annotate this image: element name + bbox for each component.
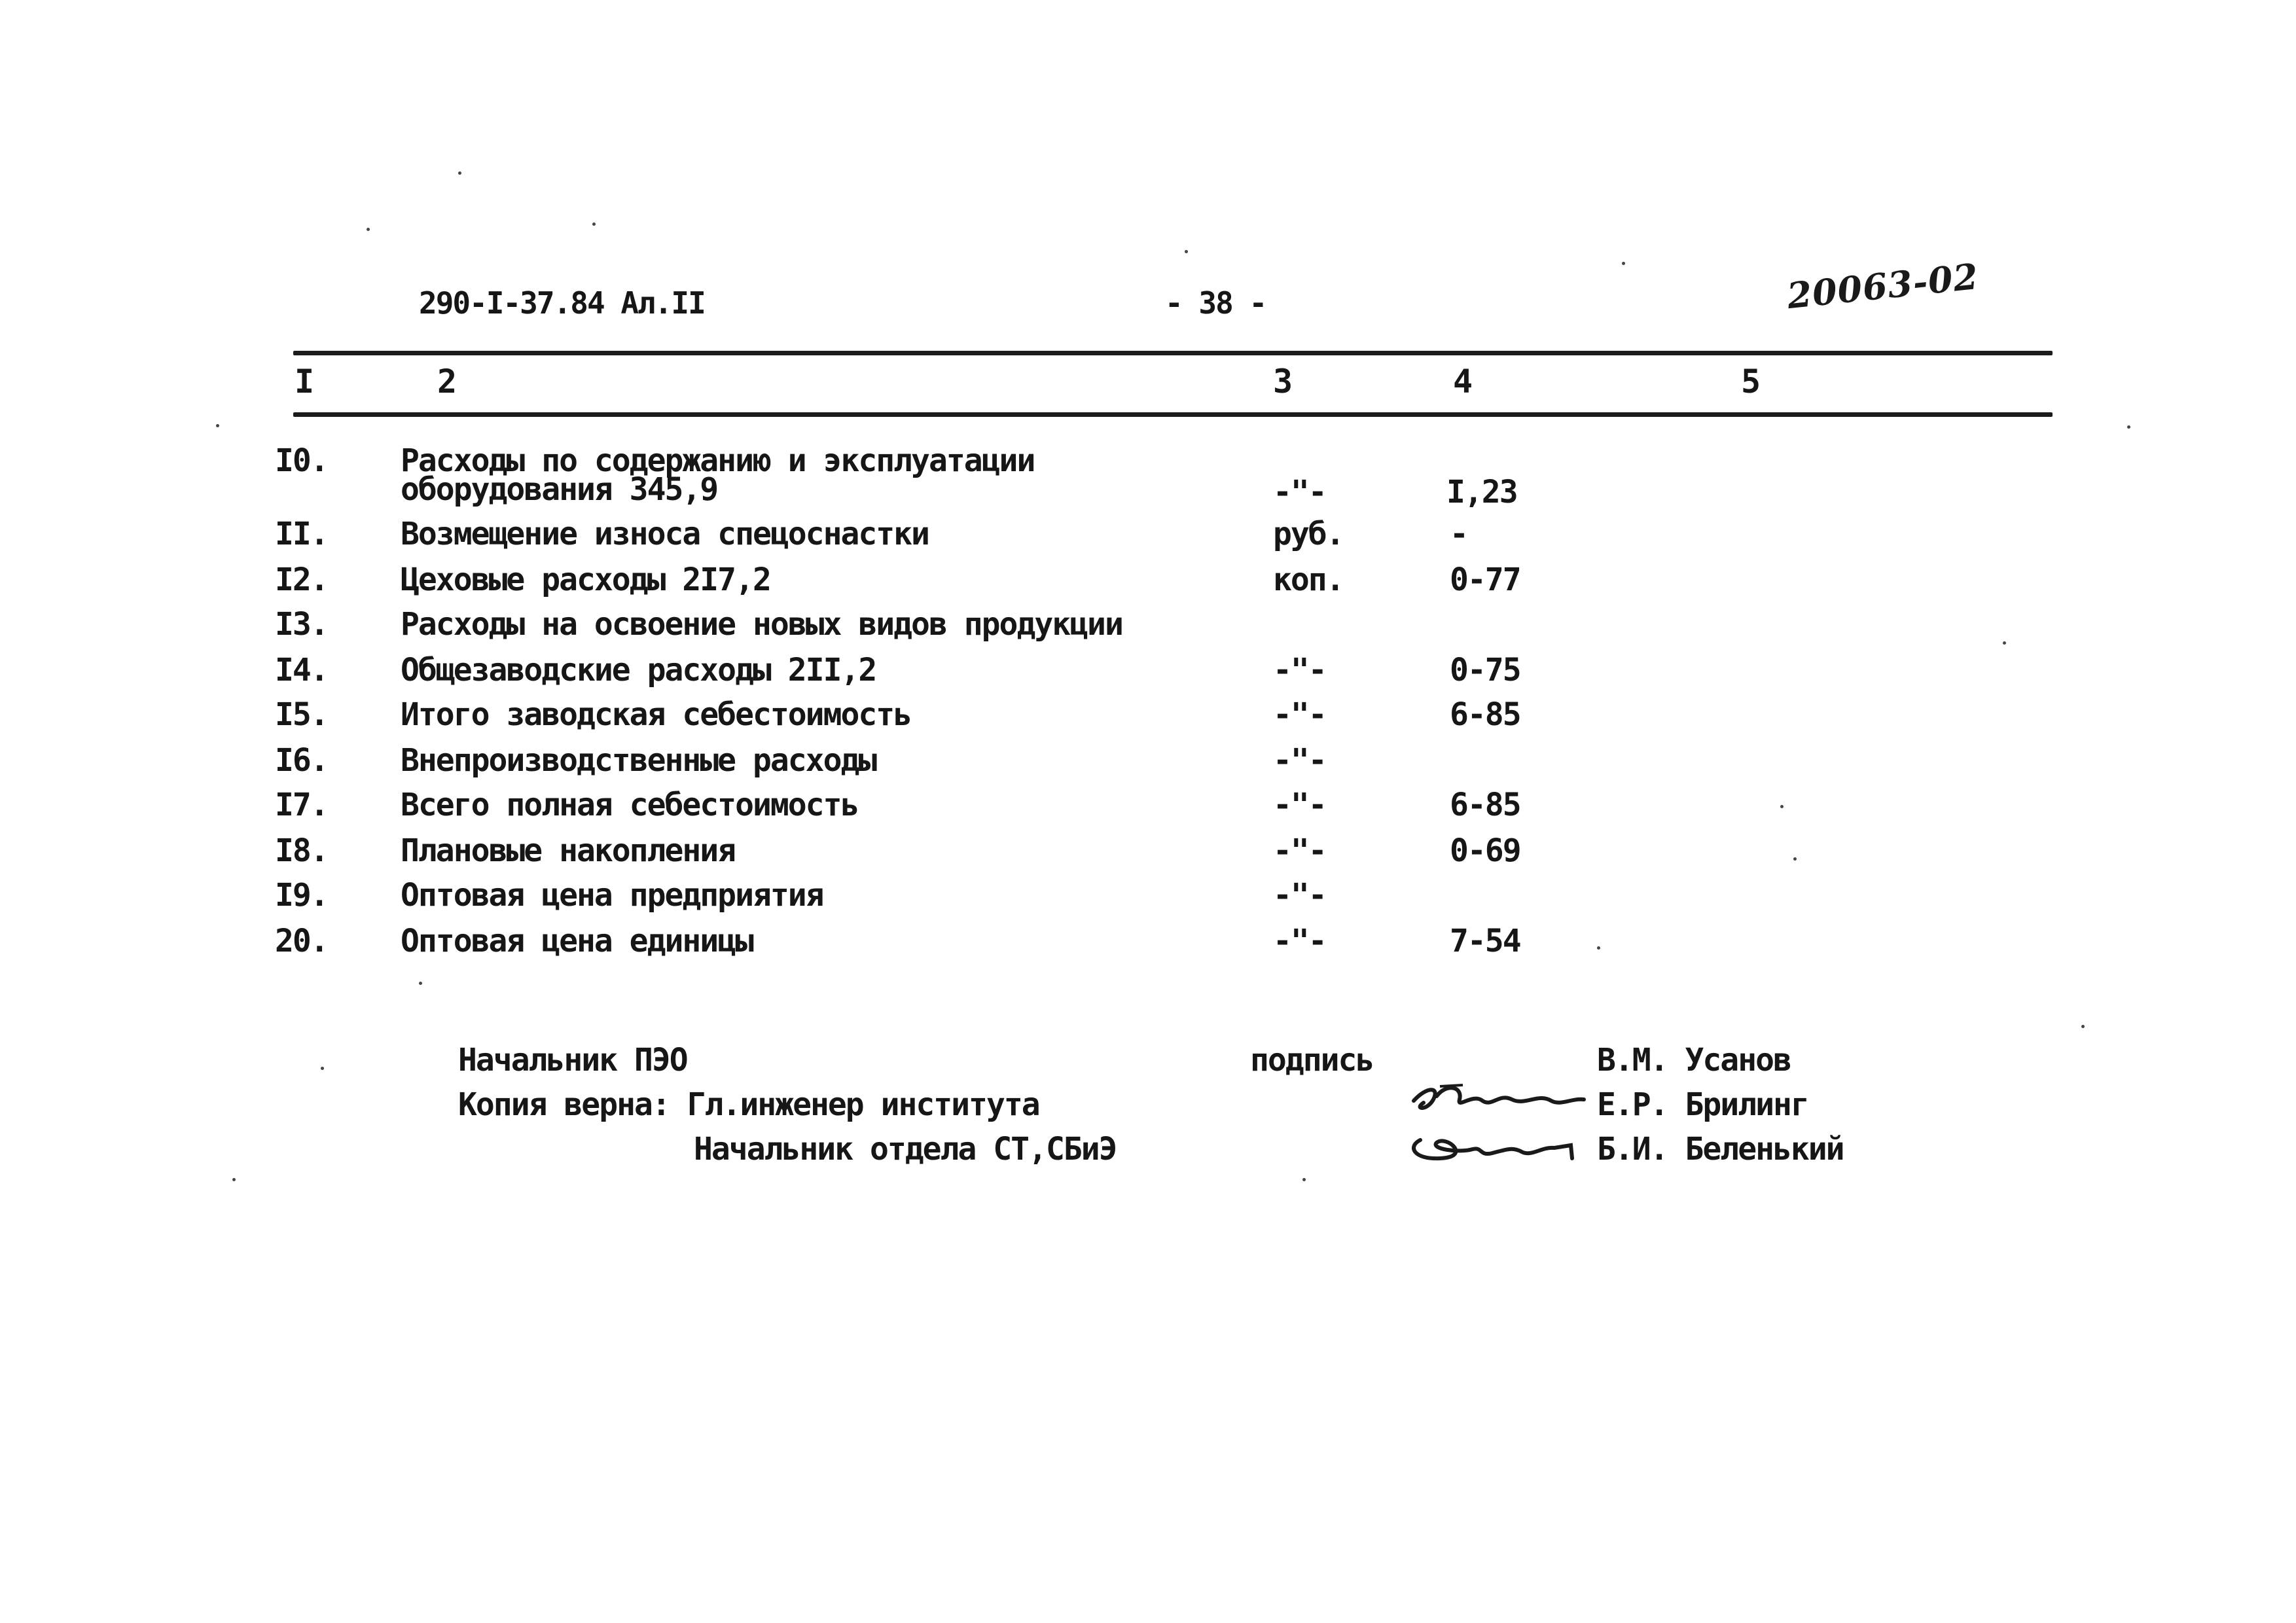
scan-speck: [2003, 641, 2006, 645]
column-header-4: 4: [1453, 363, 1472, 401]
row-description: Возмещение износа спецоснастки: [401, 516, 929, 552]
row-value: 0-77: [1450, 562, 1520, 598]
row-unit: руб.: [1273, 516, 1344, 552]
column-header-3: 3: [1273, 363, 1292, 401]
scan-speck: [1780, 805, 1784, 808]
row-unit: -"-: [1273, 923, 1326, 959]
row-unit: -"-: [1273, 652, 1326, 688]
row-description: Оптовая цена единицы: [401, 923, 753, 959]
column-header-2: 2: [437, 363, 456, 401]
row-description: Расходы на освоение новых видов продукции: [401, 606, 1122, 643]
scan-speck: [592, 223, 596, 226]
row-description: Общезаводские расходы 2II,2: [401, 652, 876, 688]
row-unit: -"-: [1273, 696, 1326, 733]
scan-speck: [1302, 1178, 1306, 1181]
row-value: 6-85: [1450, 696, 1520, 733]
row-description: Внепроизводственные расходы: [401, 742, 876, 779]
row-number: I8.: [275, 832, 328, 869]
row-unit: -"-: [1273, 474, 1326, 510]
document-code: 290-I-37.84 Ал.II: [419, 285, 705, 321]
row-number: I6.: [275, 742, 328, 779]
row-value: I,23: [1446, 474, 1517, 510]
row-description: Цеховые расходы 2I7,2: [401, 562, 770, 598]
scan-speck: [419, 982, 422, 985]
row-description-continued: оборудования 345,9: [401, 471, 718, 508]
row-number: I4.: [275, 652, 328, 688]
row-number: I3.: [275, 606, 328, 643]
scan-speck: [2127, 425, 2130, 429]
row-number: I2.: [275, 562, 328, 598]
row-number: I0.: [275, 442, 328, 479]
row-number: I5.: [275, 696, 328, 733]
signature-name-2: Е.Р. Брилинг: [1597, 1086, 1808, 1123]
row-unit: -"-: [1273, 742, 1326, 779]
scan-speck: [216, 424, 219, 427]
row-description: Оптовая цена предприятия: [401, 877, 823, 914]
row-description: Итого заводская себестоимость: [401, 696, 912, 733]
scan-speck: [367, 228, 370, 231]
row-value: 6-85: [1450, 787, 1520, 823]
row-unit: коп.: [1273, 562, 1344, 598]
handwritten-signature-3: [1401, 1120, 1597, 1173]
page-number: - 38 -: [1165, 285, 1266, 321]
signature-role-2: Копия верна: Гл.инженер института: [458, 1086, 1039, 1123]
table-top-rule: [293, 351, 2053, 355]
scan-speck: [1793, 857, 1797, 861]
row-value: 7-54: [1450, 923, 1520, 959]
row-unit: -"-: [1273, 787, 1326, 823]
row-number: II.: [275, 516, 328, 552]
signature-label: подпись: [1250, 1042, 1374, 1079]
column-header-5: 5: [1741, 363, 1760, 401]
row-value: 0-69: [1450, 832, 1520, 869]
row-description: Плановые накопления: [401, 832, 736, 869]
row-description: Расходы по содержанию и эксплуатации: [401, 442, 1035, 479]
row-value: -: [1450, 516, 1467, 552]
signature-name-1: В.М. Усанов: [1597, 1042, 1791, 1079]
signature-role-1: Начальник ПЭО: [458, 1042, 687, 1079]
row-number: I9.: [275, 877, 328, 914]
row-description: Всего полная себестоимость: [401, 787, 859, 823]
archive-number: 20063-02: [1785, 255, 1981, 317]
handwritten-signature-2: [1401, 1073, 1597, 1126]
row-unit: -"-: [1273, 832, 1326, 869]
column-header-1: I: [295, 363, 314, 401]
signature-name-3: Б.И. Беленький: [1597, 1131, 1844, 1168]
row-number: 20.: [275, 923, 328, 959]
row-unit: -"-: [1273, 877, 1326, 914]
table-header-rule: [293, 412, 2053, 417]
scan-speck: [1597, 946, 1600, 950]
row-number: I7.: [275, 787, 328, 823]
scan-speck: [2081, 1025, 2085, 1028]
scan-speck: [1622, 262, 1625, 265]
signature-role-3: Начальник отдела СТ,СБиЭ: [694, 1131, 1117, 1168]
scan-speck: [458, 171, 461, 175]
scan-speck: [1185, 250, 1188, 253]
scan-speck: [232, 1178, 236, 1181]
row-value: 0-75: [1450, 652, 1520, 688]
scan-speck: [321, 1067, 324, 1070]
